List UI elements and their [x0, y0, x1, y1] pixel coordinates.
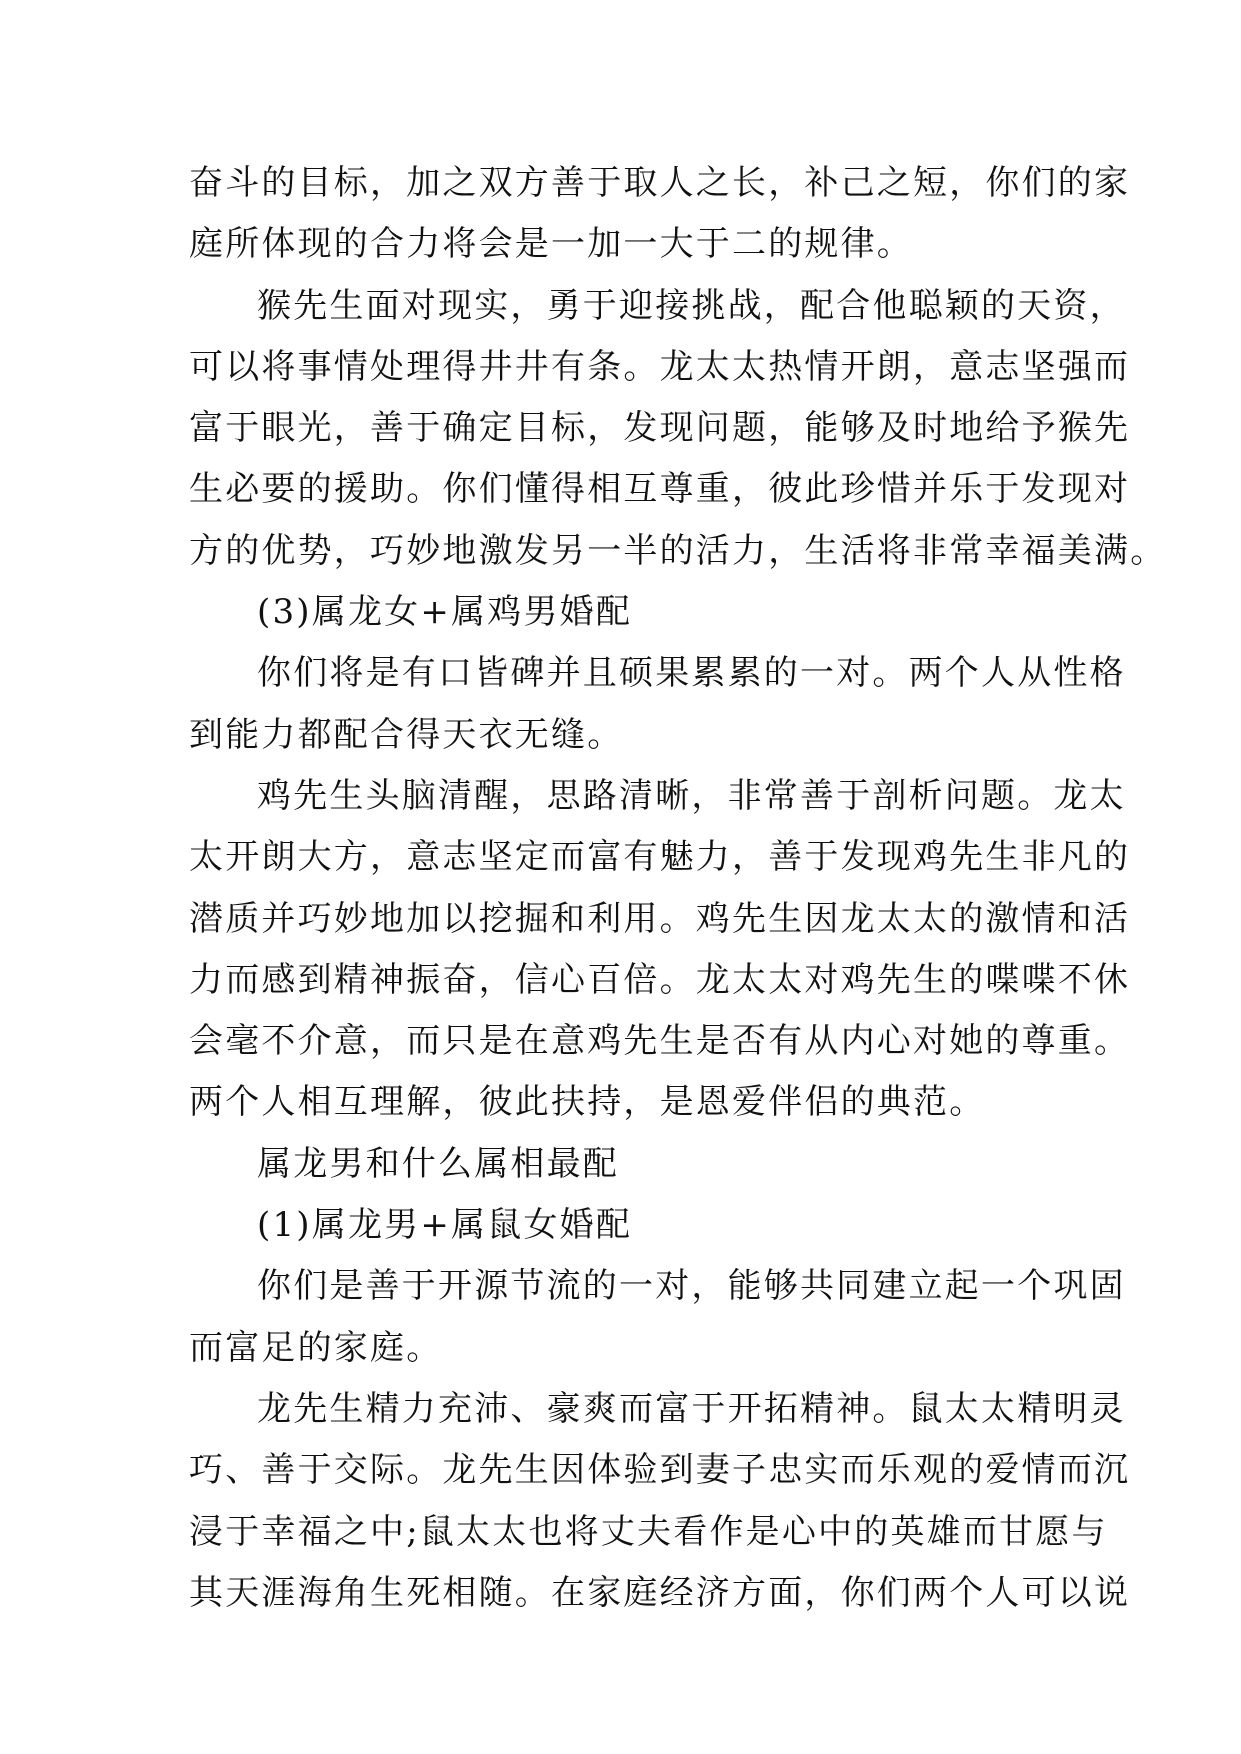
- text-line: 龙先生精力充沛、豪爽而富于开拓精神。鼠太太精明灵: [257, 1388, 1126, 1429]
- text-line: 奋斗的目标，加之双方善于取人之长，补己之短，你们的家: [189, 163, 1131, 203]
- section-subheading: (3)属龙女+属鸡男婚配: [257, 592, 633, 633]
- text-line: 庭所体现的合力将会是一加一大于二的规律。: [189, 224, 913, 265]
- text-line: 富于眼光，善于确定目标，发现问题，能够及时地给予猴先: [189, 408, 1131, 449]
- text-line: 其天涯海角生死相随。在家庭经济方面，你们两个人可以说: [189, 1572, 1131, 1613]
- text-line: 会毫不介意，而只是在意鸡先生是否有从内心对她的尊重。: [189, 1021, 1131, 1062]
- section-subheading: (1)属龙男+属鼠女婚配: [257, 1205, 633, 1246]
- text-line: 而富足的家庭。: [189, 1327, 443, 1368]
- text-line: 浸于幸福之中;鼠太太也将丈夫看作是心中的英雄而甘愿与: [189, 1511, 1108, 1552]
- text-line: 你们将是有口皆碑并且硕果累累的一对。两个人从性格: [257, 653, 1126, 694]
- text-line: 生必要的援助。你们懂得相互尊重，彼此珍惜并乐于发现对: [189, 469, 1131, 510]
- text-line: 猴先生面对现实，勇于迎接挑战，配合他聪颖的天资，: [257, 285, 1126, 326]
- text-line: 巧、善于交际。龙先生因体验到妻子忠实而乐观的爱情而沉: [189, 1450, 1131, 1491]
- text-line: 太开朗大方，意志坚定而富有魅力，善于发现鸡先生非凡的: [189, 837, 1131, 878]
- text-line: 潜质并巧妙地加以挖掘和利用。鸡先生因龙太太的激情和活: [189, 898, 1131, 939]
- text-line: 力而感到精神振奋，信心百倍。龙太太对鸡先生的喋喋不休: [189, 959, 1131, 1000]
- body-text: [189, 153, 1167, 1624]
- text-line: 到能力都配合得天衣无缝。: [189, 714, 624, 755]
- text-line: 鸡先生头脑清醒，思路清晰，非常善于剖析问题。龙太: [257, 775, 1126, 816]
- text-line: 你们是善于开源节流的一对，能够共同建立起一个巩固: [257, 1266, 1126, 1307]
- text-line: 方的优势，巧妙地激发另一半的活力，生活将非常幸福美满。: [189, 530, 1167, 571]
- text-line: 可以将事情处理得井井有条。龙太太热情开朗，意志坚强而: [189, 346, 1131, 387]
- section-heading: 属龙男和什么属相最配: [257, 1143, 619, 1184]
- text-line: 两个人相互理解，彼此扶持，是恩爱伴侣的典范。: [189, 1082, 986, 1123]
